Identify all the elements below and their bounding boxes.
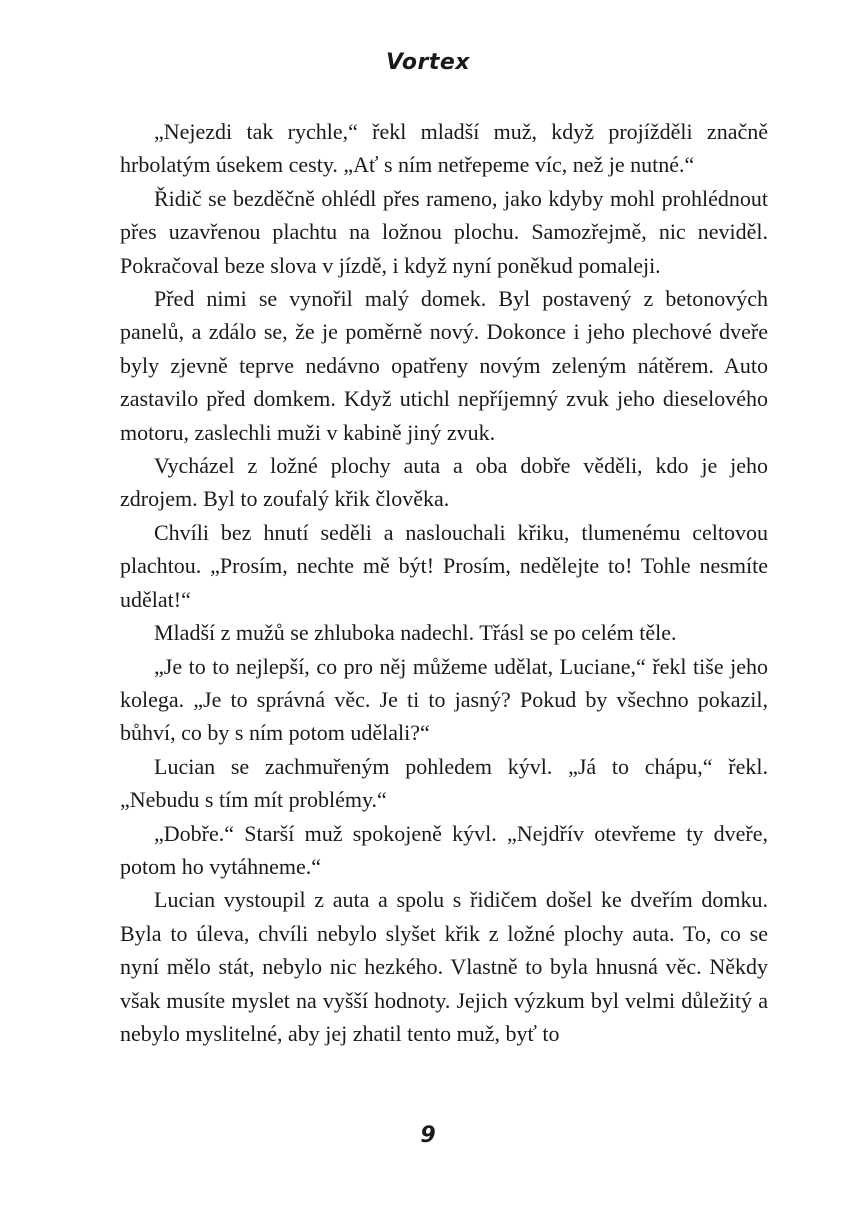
- running-head-title: Vortex: [385, 50, 471, 75]
- paragraph: Chvíli bez hnutí seděli a naslouchali křiku, tlumenému celtovou plachtou. „Prosím, nechte mě být! Prosím, nedělejte to! Tohle nesmíte udělat!“: [120, 519, 768, 612]
- paragraph: Před nimi se vynořil malý domek. Byl postavený z betonových panelů, a zdálo se, že je poměrně nový. Dokonce i jeho plechové dveře byly zjevně teprve nedávno opatřeny novým zeleným nátěrem. Auto zastavilo před domkem. Když utichl nepříjemný zvuk jeho dieselového motoru, zaslechli muži v kabině jiný zvuk.: [120, 286, 768, 445]
- paragraph: Vycházel z ložné plochy auta a oba dobře věděli, kdo je jeho zdrojem. Byl to zoufalý křik člověka.: [120, 453, 768, 512]
- paragraph: Lucian vystoupil z auta a spolu s řidičem došel ke dveřím domku. Byla to úleva, chvíli nebylo slyšet křik z ložné plochy auta. To, co se nyní mělo stát, nebylo nic hezkého. Vlastně to byla hnusná věc. Někdy však musíte myslet na vyšší hodnoty. Jejich výzkum byl velmi důležitý a nebylo myslitelné, aby jej zhatil tento muž, byť to: [120, 887, 768, 1046]
- body-text: [120, 115, 768, 1050]
- paragraph: „Nejezdi tak rychle,“ řekl mladší muž, když projížděli značně hrbolatým úsekem cesty. „Ať s ním netřepeme víc, než je nutné.“: [120, 119, 768, 178]
- paragraph: Řidič se bezděčně ohlédl přes rameno, jako kdyby mohl prohlédnout přes uzavřenou plachtu na ložnou plochu. Samozřejmě, nic neviděl. Pokračoval beze slova v jízdě, i když nyní poněkud pomaleji.: [120, 185, 768, 278]
- paragraph: Mladší z mužů se zhluboka nadechl. Třásl se po celém těle.: [154, 620, 677, 646]
- page-number: 9: [420, 1123, 436, 1148]
- paragraph: „Je to to nejlepší, co pro něj můžeme udělat, Luciane,“ řekl tiše jeho kolega. „Je to správná věc. Je ti to jasný? Pokud by všechno pokazil, bůhví, co by s ním potom udělali?“: [120, 653, 768, 746]
- paragraph: „Dobře.“ Starší muž spokojeně kývl. „Nejdřív otevřeme ty dveře, potom ho vytáhneme.“: [120, 820, 768, 879]
- paragraph: Lucian se zachmuřeným pohledem kývl. „Já to chápu,“ řekl. „Nebudu s tím mít problémy.“: [120, 753, 768, 813]
